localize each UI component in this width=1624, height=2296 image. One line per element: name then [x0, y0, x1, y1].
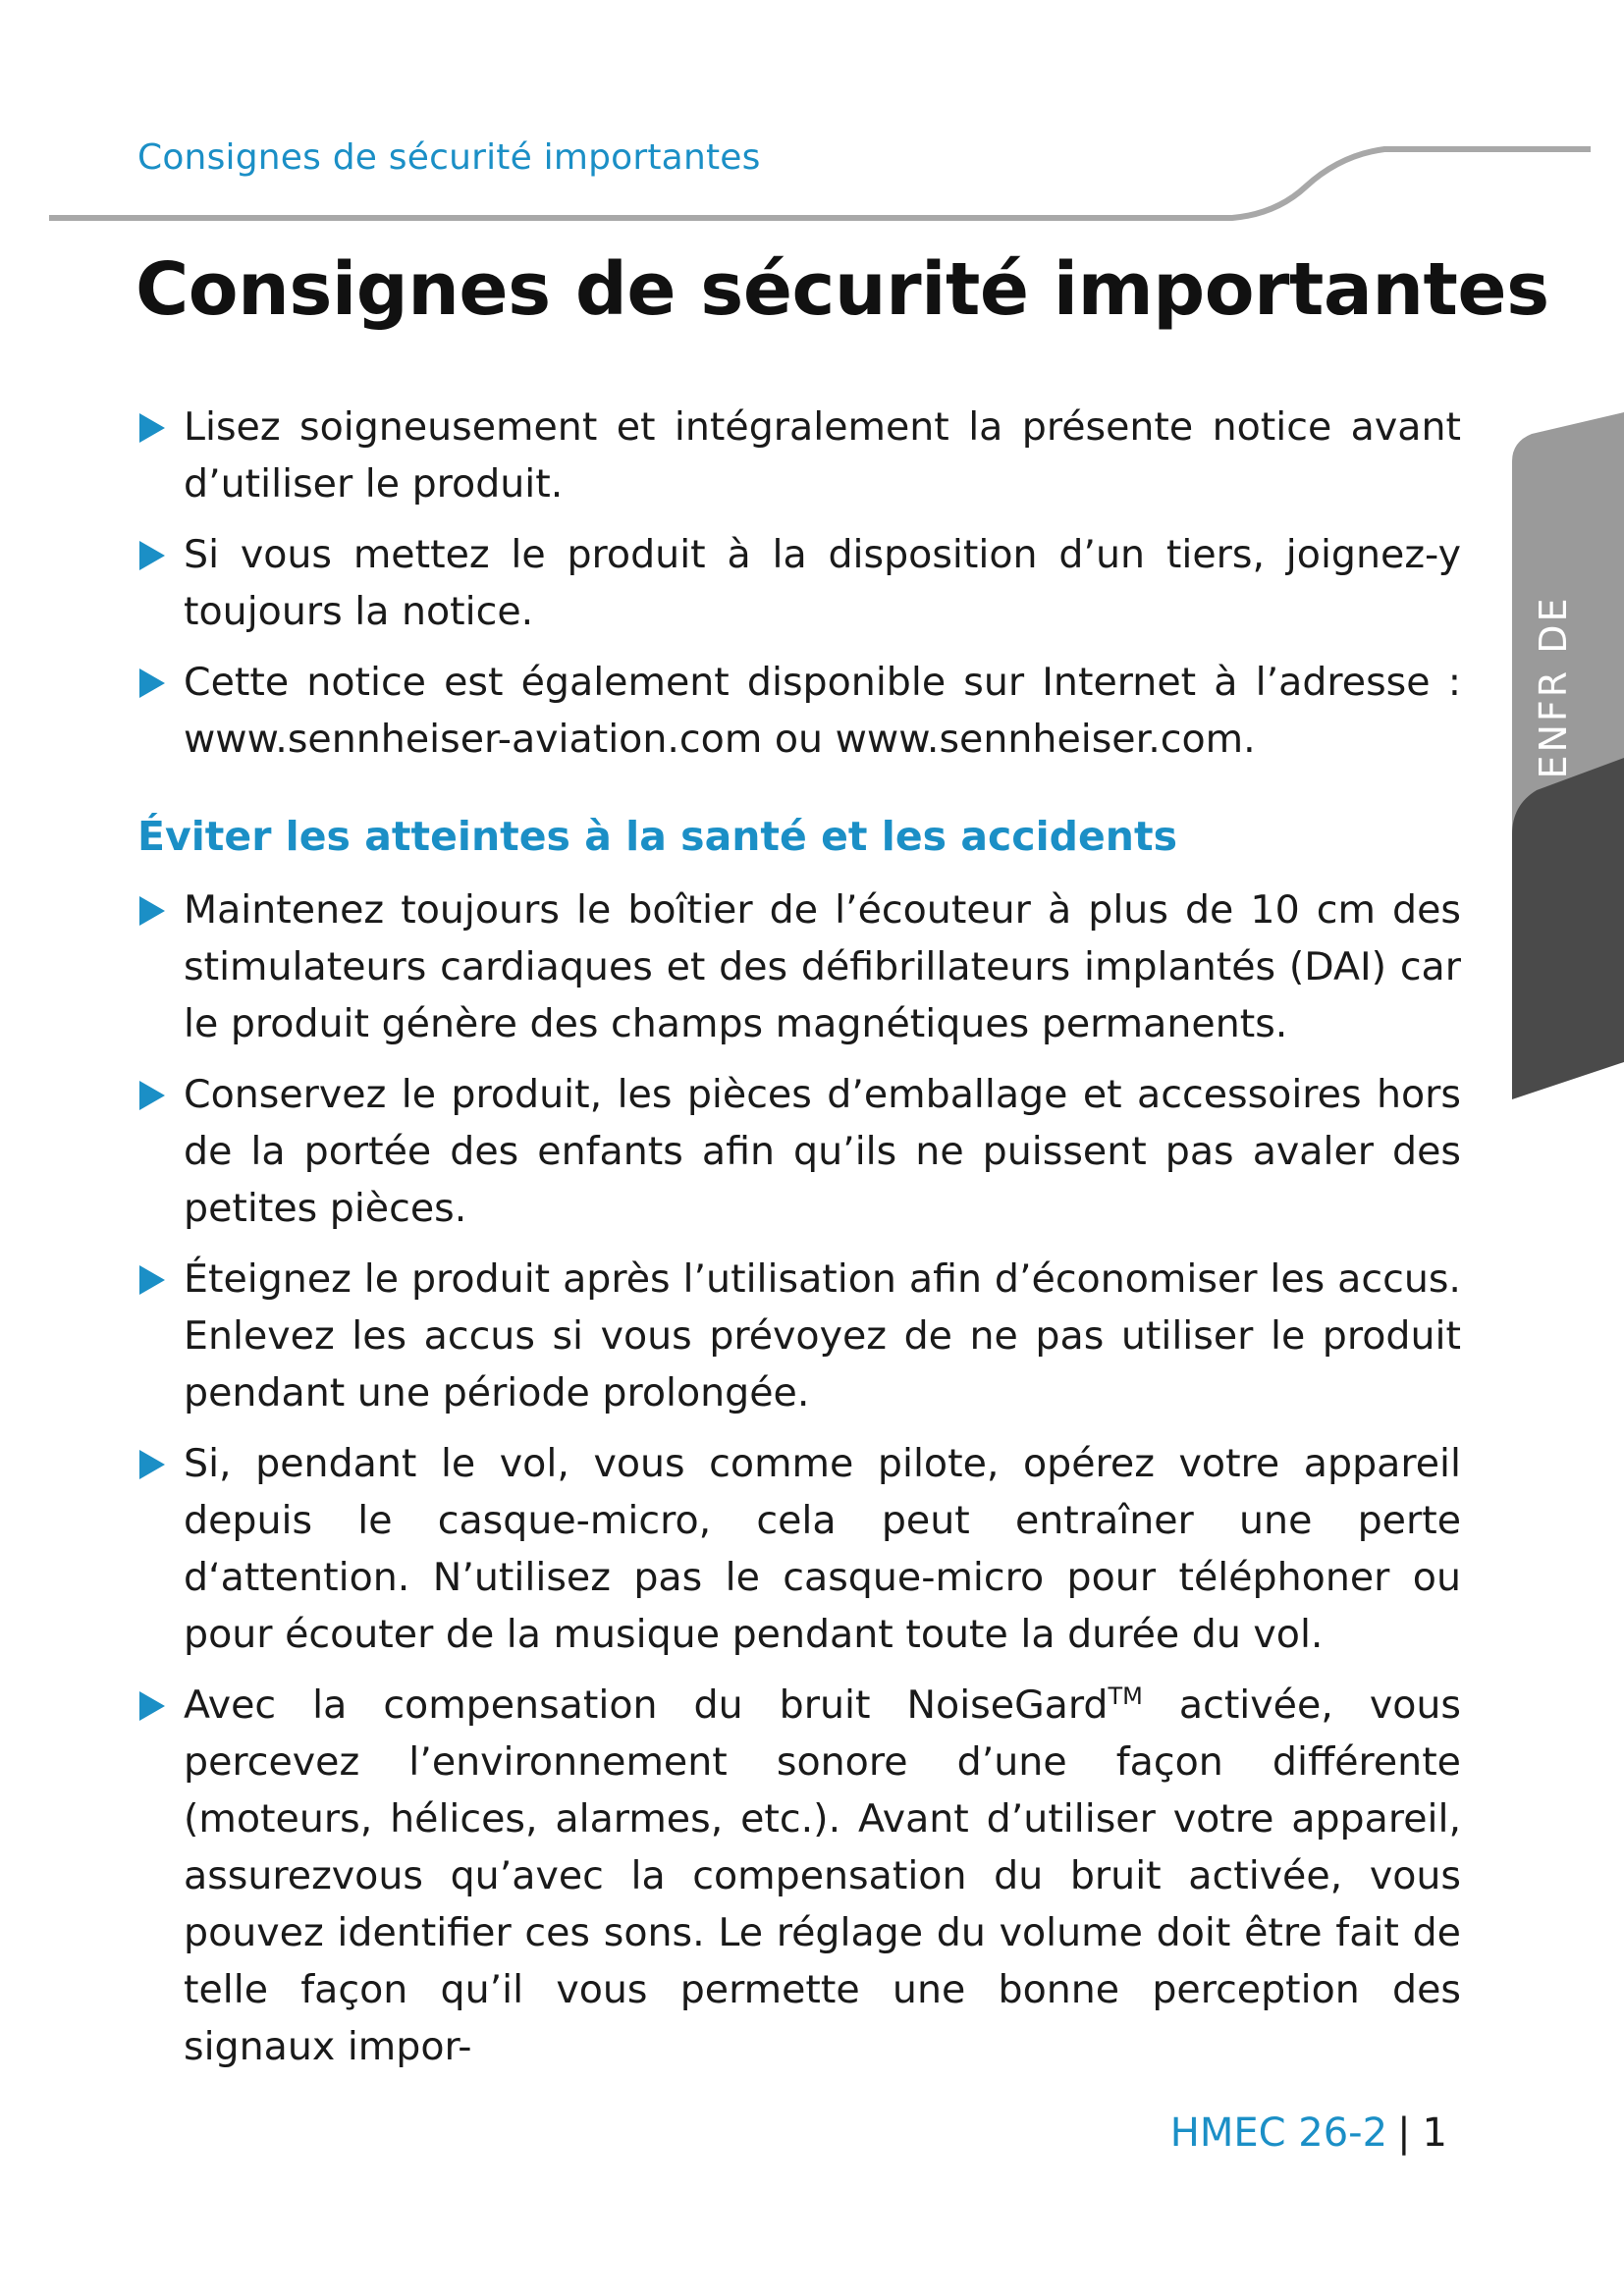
intro-bullet: Si vous mettez le produit à la disposition d’un tiers, joignez-y toujours la notice. — [137, 526, 1461, 640]
section-heading: Éviter les atteintes à la santé et les accidents — [137, 813, 1177, 860]
safety-bullet: Maintenez toujours le boîtier de l’écouteur à plus de 10 cm des stimulateurs cardiaques et des défibrillateurs implantés (DAI) car le produit génère des champs magnétiques permanents. — [137, 881, 1461, 1052]
running-header: Consignes de sécurité importantes — [137, 137, 761, 178]
bullet-arrow-icon — [139, 896, 165, 926]
language-tab-label: ENFR DE — [1532, 595, 1575, 779]
bullet-arrow-icon — [139, 1691, 165, 1721]
noisegard-bullet: Avec la compensation du bruit NoiseGard™ activée, vous percevez l’environnement sonore d’une façon différente (moteurs, hélices, alarmes, etc.). Avant d’utiliser votre appareil, assurezvous qu’avec la compensation du bruit activée, vous pouvez identifier ces sons. Le réglage du volume doit être fait de telle façon qu’il vous permette une bonne perception des signaux impor- — [137, 1677, 1461, 2075]
bullet-arrow-icon — [139, 413, 165, 443]
content — [137, 399, 1461, 2089]
bullet-arrow-icon — [139, 668, 165, 698]
bullet-arrow-icon — [139, 1265, 165, 1295]
product-name: HMEC 26-2 — [1169, 2110, 1388, 2156]
safety-bullet: Éteignez le produit après l’utilisation afin d’économiser les accus. Enlevez les accus si vous prévoyez de ne pas utiliser le produit pendant une période prolongée. — [137, 1251, 1461, 1421]
page-footer — [1170, 2110, 1447, 2156]
header-rule — [0, 0, 1624, 236]
safety-bullet: Si, pendant le vol, vous comme pilote, opérez votre appareil depuis le casque-micro, cela peut entraîner une perte d‘attention. N’utilisez pas le casque-micro pour téléphoner ou pour écouter de la musique pendant toute la durée du vol. — [137, 1435, 1461, 1663]
safety-bullet: Conservez le produit, les pièces d’emballage et accessoires hors de la portée des enfants afin qu’ils ne puissent pas avaler des petites pièces. — [137, 1066, 1461, 1237]
intro-bullet: Lisez soigneusement et intégralement la présente notice avant d’utiliser le produit. — [137, 399, 1461, 512]
footer-separator: | — [1397, 2110, 1411, 2156]
bullet-arrow-icon — [139, 541, 165, 570]
intro-bullet: Cette notice est également disponible sur Internet à l’adresse : www.sennheiser-aviation.com ou www.sennheiser.com. — [137, 654, 1461, 768]
page-title: Consignes de sécurité importantes — [135, 247, 1549, 332]
bullet-arrow-icon — [139, 1081, 165, 1110]
page-number: 1 — [1422, 2110, 1447, 2156]
bullet-arrow-icon — [139, 1450, 165, 1479]
trademark-mark: TM — [1108, 1682, 1143, 1710]
